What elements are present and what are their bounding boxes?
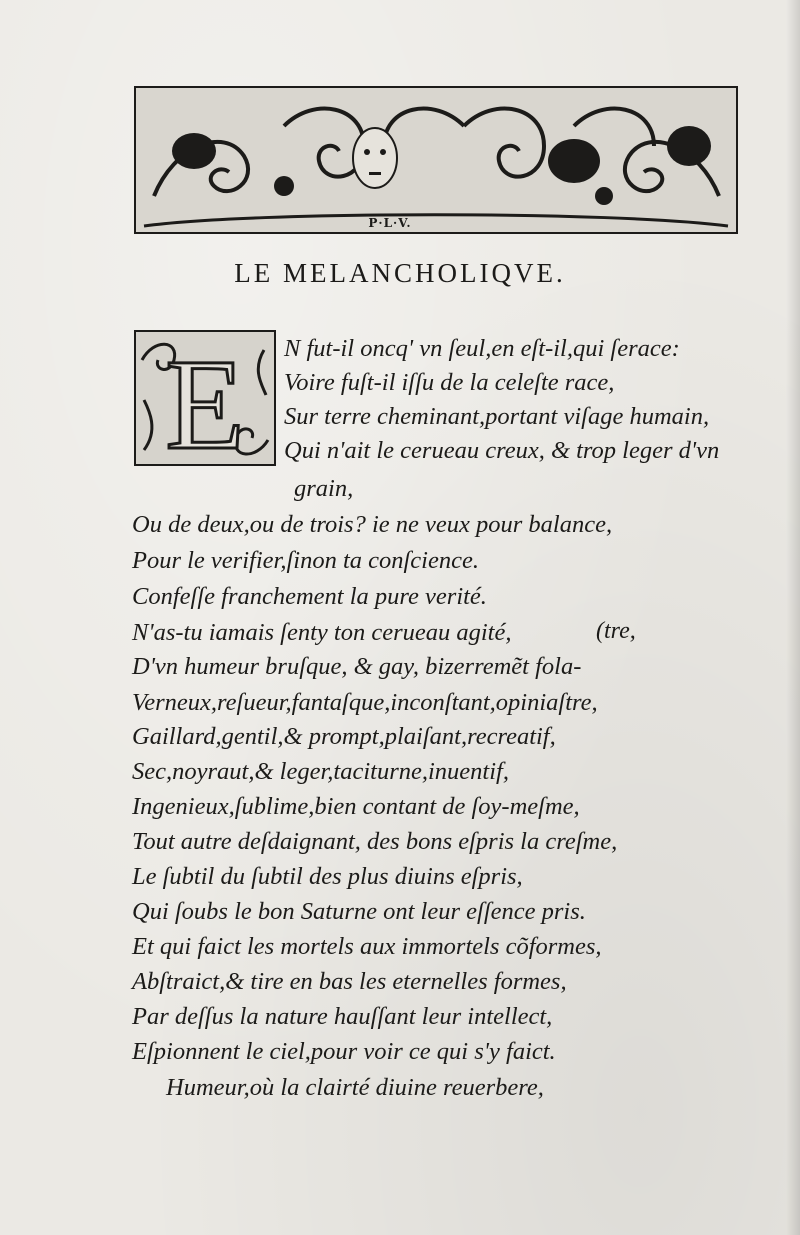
verse-line: Verneux,reſueur,fantaſque,inconſtant,opiniaſtre, <box>132 689 598 716</box>
verse-line: Confeſſe franchement la pure verité. <box>132 583 487 610</box>
verse-line: D'vn humeur bruſque, & gay, bizerremẽt fola- <box>132 653 582 680</box>
verse-line: Sur terre cheminant,portant viſage humain, <box>284 403 710 430</box>
verse-line: N'as-tu iamais ſenty ton cerueau agité, <box>132 619 512 646</box>
verse-line: Par deſſus la nature hauſſant leur intellect, <box>132 1003 553 1030</box>
verse-line: Tout autre deſdaignant, des bons eſpris la creſme, <box>132 828 618 855</box>
verse-line: Ingenieux,ſublime,bien contant de ſoy-meſme, <box>132 793 580 820</box>
verse-line: Gaillard,gentil,& prompt,plaiſant,recreatif, <box>132 723 556 750</box>
poem-title: LE MELANCHOLIQVE. <box>234 258 566 288</box>
verse-line: Ou de deux,ou de trois? ie ne veux pour balance, <box>132 511 613 538</box>
verse-line: Le ſubtil du ſubtil des plus diuins eſpris, <box>132 863 523 890</box>
turnover-word: (tre, <box>596 618 636 644</box>
verse-line: Humeur,où la clairté diuine reuerbere, <box>166 1074 544 1101</box>
verse-line: Qui n'ait le cerueau creux, & trop leger d'vn <box>284 437 720 464</box>
verse-line: Eſpionnent le ciel,pour voir ce qui s'y faict. <box>132 1038 556 1065</box>
verse-line: Pour le verifier,ſinon ta conſcience. <box>132 547 479 574</box>
decorated-initial <box>134 330 276 466</box>
verse-line: Sec,noyraut,& leger,taciturne,inuentif, <box>132 758 509 785</box>
verse-line: Voire fuſt-il iſſu de la celeſte race, <box>284 369 615 396</box>
verse-line: grain, <box>294 475 354 502</box>
ornamental-headpiece <box>134 86 738 234</box>
verse-line: Qui ſoubs le bon Saturne ont leur eſſence pris. <box>132 898 586 925</box>
verse-line: N fut-il oncq' vn ſeul,en eſt-il,qui ſerace: <box>284 335 680 362</box>
engraver-mark: P·L·V. <box>368 216 412 230</box>
page-edge-shadow <box>786 0 800 1235</box>
initial-letter-glyph: E <box>165 333 245 466</box>
verse-line: Et qui faict les mortels aux immortels cõformes, <box>132 933 602 960</box>
verse-line: Abſtraict,& tire en bas les eternelles formes, <box>132 968 567 995</box>
